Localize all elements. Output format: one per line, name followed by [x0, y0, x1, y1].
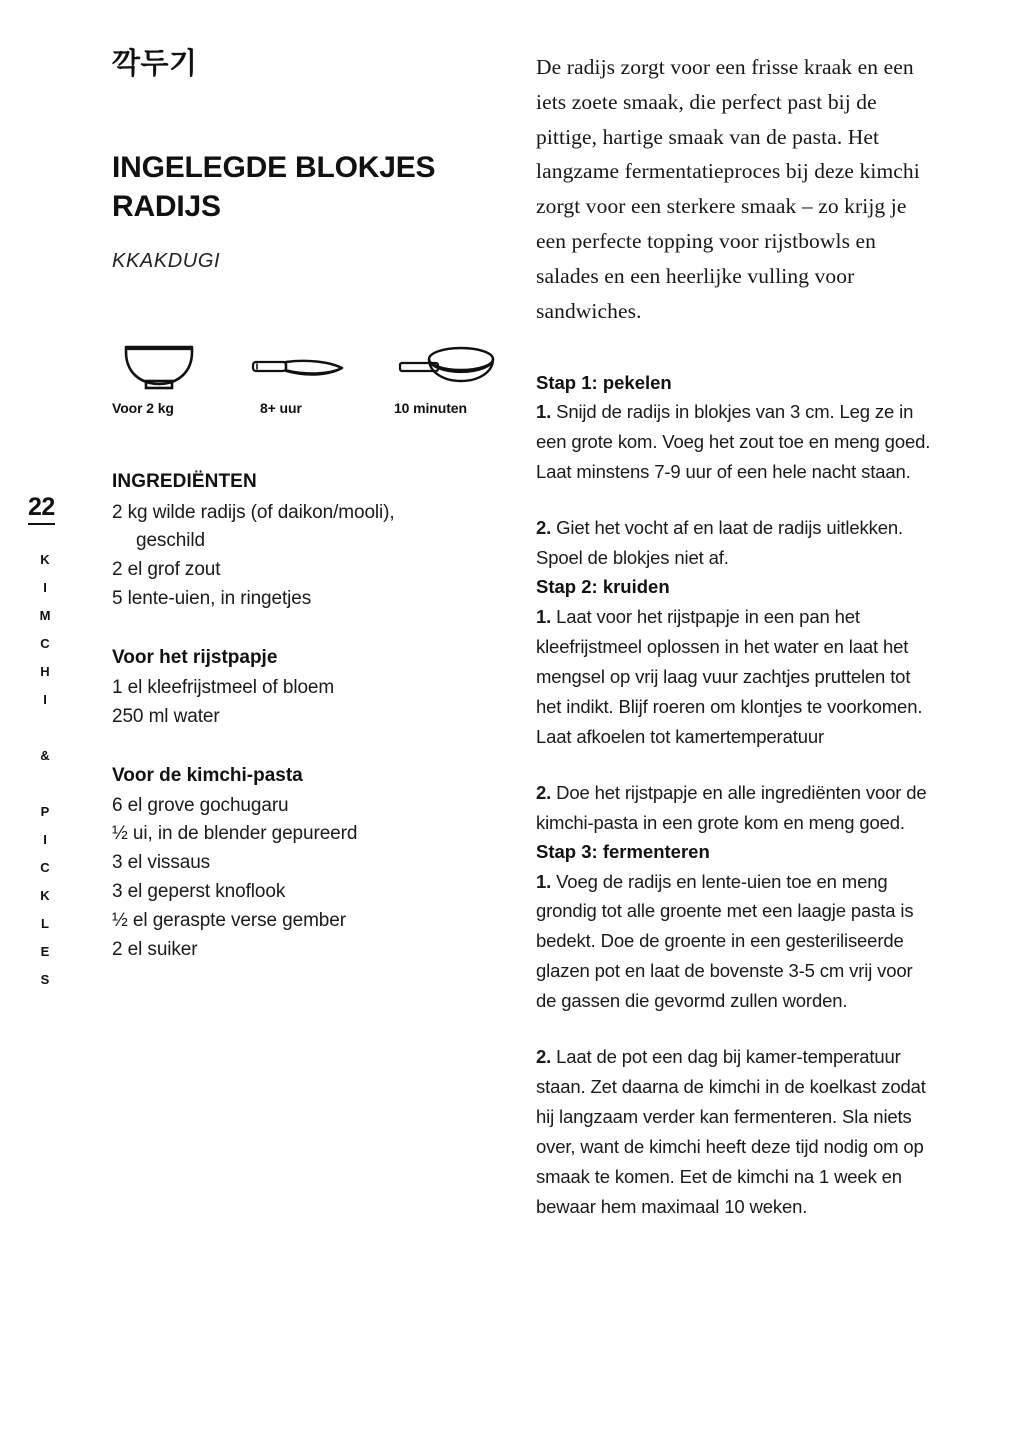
step-number: 2. — [536, 1046, 552, 1068]
step-heading: Stap 2: kruiden — [536, 576, 670, 598]
page-number: 22 — [28, 495, 55, 525]
ingredient-item: 3 el vissaus — [112, 852, 211, 874]
ingredient-item: ½ el geraspte verse gember — [112, 910, 346, 931]
ingredient-item: 1 el kleefrijstmeel of bloem — [112, 676, 335, 698]
knife-icon — [246, 334, 354, 390]
recipe-body — [536, 50, 932, 1222]
ingredient-item: ½ ui, in de blender gepureerd — [112, 823, 358, 845]
ingredients-main-list — [112, 499, 512, 615]
ingredient-group — [112, 644, 512, 732]
meta-item-yield — [112, 334, 220, 416]
section-title-char: & — [40, 748, 50, 763]
step-text: Laat de pot een dag bij kamer-temperatuur staan. Zet daarna de kimchi in de koelkast zodat hij langzaam verder kan fermenteren. Sla niets over, want de kimchi heeft deze tijd nodig om op smaak te komen. Eet de kimchi na 1 week en bewaar hem maximaal 10 weken. — [536, 1046, 926, 1218]
section-title-char: H — [40, 664, 50, 679]
ingredient-text: 2 kg wilde radijs (of daikon/mooli), — [112, 501, 395, 523]
ingredient-group — [112, 762, 512, 965]
meta-label-time-active: 10 minuten — [394, 400, 467, 416]
step-text: Laat voor het rijstpapje in een pan het kleefrijstmeel oplossen in het water en laat het mengsel op vrij laag vuur zachtjes pruttelen tot het indikt. Blijf roeren om klontjes te voorkomen. Laat afkoelen tot kamertemperatuur — [536, 605, 923, 747]
meta-item-time-active — [394, 334, 514, 416]
steps-container — [536, 369, 932, 1223]
step-text: Snijd de radijs in blokjes van 3 cm. Leg ze in een grote kom. Voeg het zout toe en meng goed. Laat minstens 7-9 uur of een hele nacht staan. — [536, 401, 931, 483]
meta-item-time-total — [246, 334, 354, 416]
step-block — [536, 573, 932, 838]
section-title-char: K — [40, 888, 50, 903]
recipe-header — [112, 48, 502, 273]
step-paragraph — [536, 1042, 932, 1222]
section-title-char: L — [41, 916, 49, 931]
meta-label-time-total: 8+ uur — [260, 400, 302, 416]
ingredient-text: 5 lente-uien, in ringetjes — [112, 588, 312, 610]
step-text: Doe het rijstpapje en alle ingrediënten voor de kimchi-pasta in een grote kom en meng goed. — [536, 781, 927, 833]
ingredient-group-title: Voor het rijstpapje — [112, 647, 278, 668]
pan-icon — [394, 334, 514, 390]
section-title-char: I — [43, 692, 47, 707]
section-title-char: C — [40, 636, 50, 651]
bowl-icon — [112, 334, 220, 390]
step-heading: Stap 3: fermenteren — [536, 840, 710, 862]
ingredient-item — [112, 556, 512, 585]
step-number: 1. — [536, 605, 552, 627]
step-paragraph — [536, 778, 932, 838]
ingredient-item: 3 el geperst knoflook — [112, 881, 286, 903]
step-heading: Stap 1: pekelen — [536, 371, 672, 393]
section-title-char: P — [40, 804, 50, 819]
step-paragraph — [536, 602, 932, 752]
korean-title: 깍두기 — [112, 48, 198, 80]
meta-label-yield: Voor 2 kg — [112, 400, 174, 416]
step-number: 2. — [536, 517, 552, 539]
section-title-vertical — [32, 553, 58, 1001]
ingredients-groups — [112, 644, 512, 965]
step-block — [536, 838, 932, 1222]
step-paragraph — [536, 867, 932, 1017]
section-title-char: S — [40, 972, 50, 987]
section-title-char: E — [40, 944, 50, 959]
step-paragraph — [536, 397, 932, 487]
ingredient-item — [112, 585, 512, 614]
page-title: INGELEGDE BLOKJES RADIJS — [112, 151, 436, 223]
recipe-meta-strip — [112, 334, 512, 424]
recipe-romanized-subtitle: KKAKDUGI — [112, 250, 221, 273]
step-block — [536, 369, 932, 574]
step-number: 1. — [536, 401, 552, 423]
ingredient-item: 6 el grove gochugaru — [112, 794, 289, 816]
page-margin-rail — [28, 495, 84, 1001]
ingredient-text-continuation: geschild — [136, 530, 205, 552]
ingredients-section — [112, 468, 512, 965]
section-title-char: I — [43, 832, 47, 847]
section-title-char: K — [40, 552, 50, 567]
ingredient-text: 2 el grof zout — [112, 559, 221, 581]
step-text: Giet het vocht af en laat de radijs uitlekken. Spoel de blokjes niet af. — [536, 517, 903, 569]
ingredient-group-title: Voor de kimchi-pasta — [112, 764, 303, 786]
step-number: 1. — [536, 870, 552, 892]
section-title-char: C — [40, 860, 50, 875]
step-paragraph — [536, 513, 932, 573]
section-title-char: I — [43, 580, 47, 595]
step-number: 2. — [536, 781, 552, 803]
ingredients-heading: INGREDIËNTEN — [112, 471, 257, 492]
ingredient-item: 2 el suiker — [112, 938, 198, 960]
ingredient-item — [112, 499, 512, 557]
ingredient-item: 250 ml water — [112, 705, 220, 727]
step-text: Voeg de radijs en lente-uien toe en meng grondig tot alle groente met een laagje pasta is bedekt. Doe de groente in een gesteriliseerde glazen pot en laat de bovenste 3-5 cm vrij voor de gassen die gevormd zullen worden. — [536, 870, 914, 1012]
intro-paragraph: De radijs zorgt voor een frisse kraak en een iets zoete smaak, die perfect past bij de pittige, hartige smaak van de pasta. Het langzame fermentatieproces bij deze kimchi zorgt voor een sterkere smaak – zo krijg je een perfecte topping voor rijstbowls en salades en een heerlijke vulling voor sandwiches. — [536, 55, 920, 323]
section-title-char: M — [39, 608, 51, 623]
